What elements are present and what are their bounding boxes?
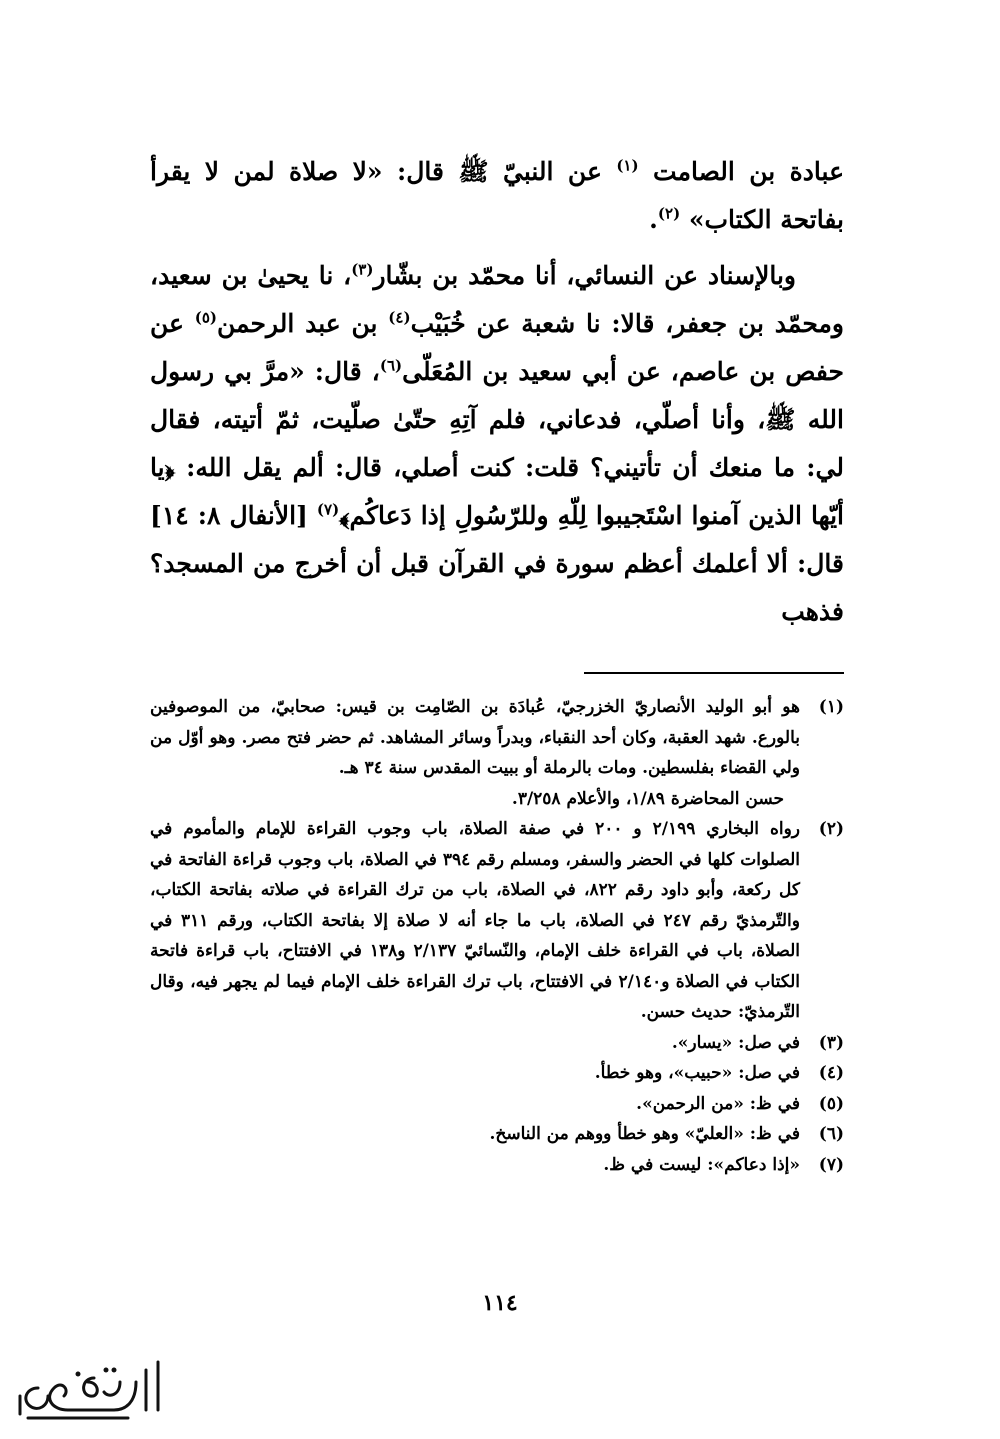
footnote-number: (٧) bbox=[818, 1154, 844, 1175]
main-paragraph bbox=[150, 252, 844, 636]
footnote-number: (٥) bbox=[818, 1093, 844, 1114]
main-paragraph bbox=[150, 148, 844, 244]
main-text-run: [الأنفال ٨: ١٤] قال: ألا أعلمك أعظم سورة في القرآن قبل أن أخرج من المسجد؟ فذهب bbox=[150, 501, 844, 626]
footnote bbox=[150, 1119, 844, 1150]
main-text-run: ، نا يحيىٰ بن سعيد، ومحمّد بن جعفر، قالا: نا شعبة عن خُبَيْب bbox=[150, 261, 844, 338]
main-text-run: ، قال: «مرَّ بي رسول الله ﷺ، وأنا أصلّي، فدعاني، فلم آتِهِ حتّىٰ صلّيت، ثمّ أتيته، فقال لي: ما منعك أن تأتيني؟ قلت: كنت أصلي، قال: ألم يقل الله: ﴿يا أيّها الذين آمنوا اسْتَجيبوا لِلّهِ وللرّسُولِ إذا دَعاكُم﴾ bbox=[150, 357, 844, 530]
footnote-number: (١) bbox=[818, 697, 844, 717]
main-text-run: عن النبيّ ﷺ قال: «لا صلاة لمن لا يقرأ بفاتحة الكتاب» bbox=[150, 157, 844, 234]
footnote-text: في صل: «يسار». bbox=[671, 1032, 800, 1053]
main-text-run: بن عبد الرحمن bbox=[217, 309, 389, 338]
footnote-reference: (١) bbox=[616, 156, 639, 175]
footnote-text: في ظ: «من الرحمن». bbox=[636, 1093, 800, 1114]
footnote-reference: (٧) bbox=[316, 500, 340, 519]
main-text-run: . bbox=[649, 205, 658, 234]
footnote-number: (٤) bbox=[818, 1063, 844, 1083]
footnote-reference: (٢) bbox=[657, 204, 681, 223]
footnote-reference: (٤) bbox=[388, 308, 411, 327]
page-number: ١١٤ bbox=[482, 1290, 518, 1316]
footnote bbox=[150, 692, 844, 784]
main-text bbox=[150, 148, 844, 636]
footnote-number: (٦) bbox=[818, 1124, 844, 1144]
main-text-run: عن حفص بن عاصم، عن أبي سعيد بن المُعَلّى bbox=[150, 309, 844, 386]
main-text-run: وبالإسناد عن النسائي، أنا محمّد بن بشّار bbox=[373, 261, 796, 290]
book-page bbox=[150, 148, 844, 1328]
footnote-text: في صل: «حبيب»، وهو خطأ. bbox=[594, 1063, 800, 1083]
footnote-reference: (٦) bbox=[379, 356, 403, 375]
footnote bbox=[150, 1058, 844, 1089]
footnote bbox=[150, 1089, 844, 1120]
publisher-logo-icon bbox=[8, 1352, 170, 1427]
footnote-number: (٣) bbox=[818, 1032, 844, 1053]
footnote-text: في ظ: «العليّ» وهو خطأ ووهم من الناسخ. bbox=[489, 1124, 800, 1144]
footnote-text: «إذا دعاكم»: ليست في ظ. bbox=[603, 1154, 800, 1175]
footnote-reference: (٣) bbox=[351, 260, 374, 279]
footnote-text: رواه البخاري ٢/١٩٩ و ٢٠٠ في صفة الصلاة، باب وجوب القراءة للإمام والمأموم في الصلوات كلها في الحضر والسفر، ومسلم رقم ٣٩٤ في الصلاة، باب وجوب قراءة الفاتحة في كل ركعة، وأبو داود رقم ٨٢٢، في الصلاة، باب من ترك القراءة في صلاته بفاتحة الكتاب، والتّرمذيّ رقم ٢٤٧ في الصلاة، باب ما جاء أنه لا صلاة إلا بفاتحة الكتاب، ورقم ٣١١ في الصلاة، باب في القراءة خلف الإمام، والنّسائيّ ٢/١٣٧ و١٣٨ في الافتتاح، باب قراءة فاتحة الكتاب في الصلاة و٢/١٤٠ في الافتتاح، باب ترك القراءة خلف الإمام فيما لم يجهر فيه، وقال التّرمذيّ: حديث حسن. bbox=[150, 819, 800, 1022]
footnote bbox=[150, 1028, 844, 1059]
footnote-continuation: حسن المحاضرة ١/٨٩، والأعلام ٣/٢٥٨. bbox=[511, 788, 784, 809]
footnote-separator bbox=[584, 672, 844, 674]
footnote-number: (٢) bbox=[818, 819, 844, 839]
footnote bbox=[150, 1150, 844, 1181]
footnote-text: هو أبو الوليد الأنصاريّ الخزرجيّ، عُبادَة بن الصّامِت بن قيس: صحابيّ، من الموصوفين بالورع. شهد العقبة، وكان أحد النقباء، وبدراً وسائر المشاهد. ثم حضر فتح مصر. وهو أوّل من ولي القضاء بفلسطين. ومات بالرملة أو ببيت المقدس سنة ٣٤ هـ. bbox=[150, 697, 800, 778]
footnote bbox=[150, 814, 844, 1028]
footnote-reference: (٥) bbox=[194, 308, 218, 327]
footnotes bbox=[150, 692, 844, 1180]
main-text-run: عبادة بن الصامت bbox=[638, 157, 844, 186]
